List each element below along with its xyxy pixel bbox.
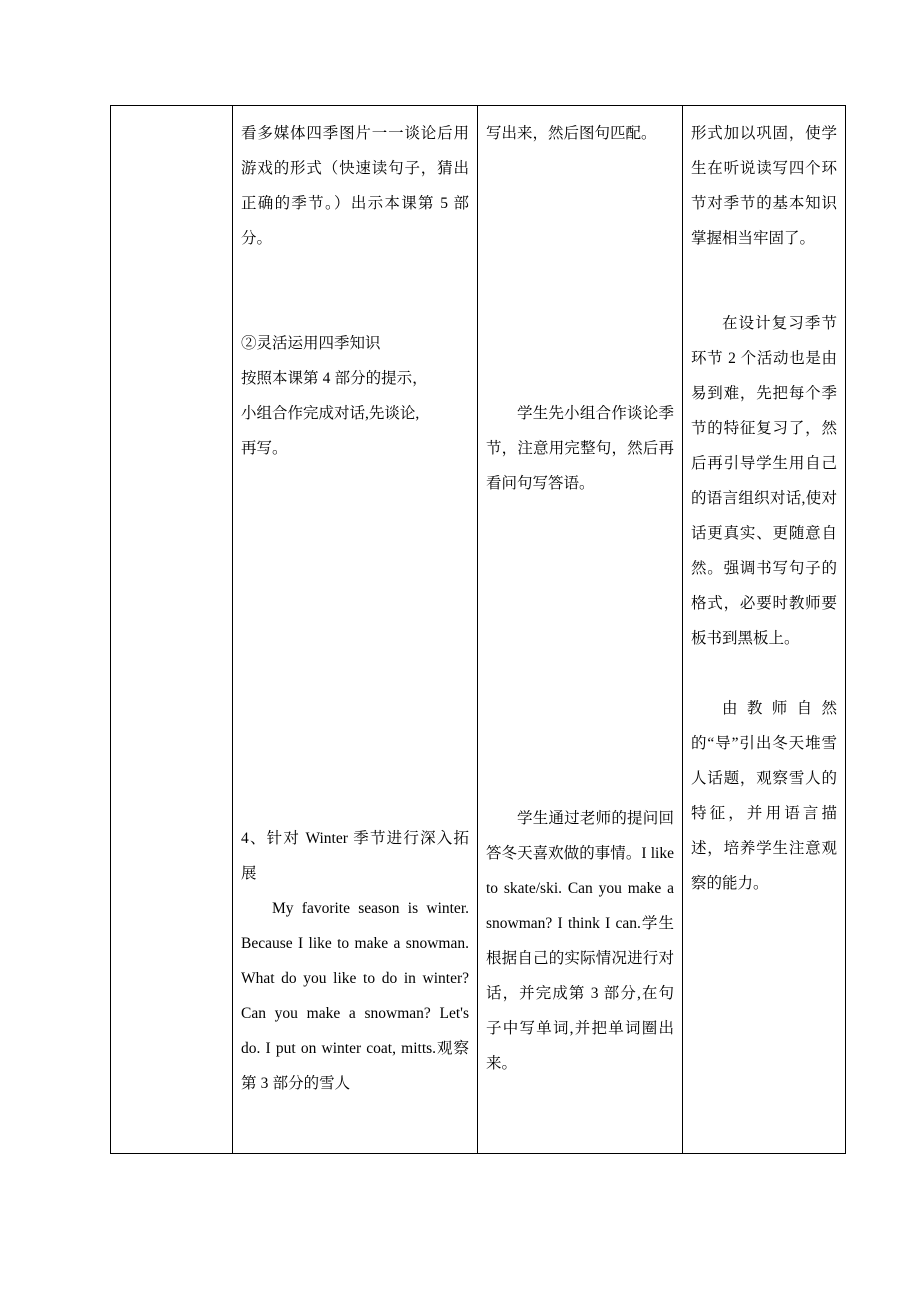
learning-gap-1 [486,151,674,396]
teaching-paragraph-2-line-2: 小组合作完成对话,先谈论, [241,405,420,422]
teaching-paragraph-2-line-3: 再写。 [241,440,288,457]
teaching-procedure-cell [233,106,478,1154]
design-gap-1 [691,256,837,306]
teaching-paragraph-3-title: 4、针对 Winter 季节进行深入拓展 [241,830,469,882]
learning-paragraph-2: 学生先小组合作谈论季节，注意用完整句，然后再看问句写答语。 [486,405,674,492]
table-row [111,106,846,1154]
teaching-paragraph-2-line-1: 按照本课第 4 部分的提示， [241,370,428,387]
design-paragraph-3: 由教师自然的“导”引出冬天堆雪人话题，观察雪人的特征，并用语言描述，培养学生注意观察的能力。 [691,700,837,892]
learning-paragraph-3: 学生通过老师的提问回答冬天喜欢做的事情。I like to skate/ski. Can you make a snowman? I think I can.学生根据自己的实际情况进行对话，并完成第 3 部分,在句子中写单词,并把单词圈出来。 [486,810,674,1072]
paragraph-gap-2 [241,466,469,821]
learning-gap-2 [486,501,674,801]
teaching-paragraph-2-title: ②灵活运用四季知识 [241,335,381,352]
design-paragraph-1: 形式加以巩固，使学生在听说读写四个环节对季节的基本知识掌握相当牢固了。 [691,125,837,247]
empty-marker-cell [111,106,233,1154]
design-intent-content [683,106,845,1153]
teaching-paragraph-1: 看多媒体四季图片一一谈论后用游戏的形式（快速读句子，猜出正确的季节。）出示本课第 5 部分。 [241,125,469,247]
student-activity-cell [478,106,683,1154]
design-gap-2 [691,656,837,691]
learning-paragraph-1: 写出来，然后图句匹配。 [486,125,657,142]
teaching-paragraph-3-body: My favorite season is winter. Because I like to make a snowman. What do you like to do in winter? Can you make a snowman? Let's do. I put on winter coat, mitts.观察第 3 部分的雪人 [241,900,469,1092]
student-activity-content [478,106,682,1153]
paragraph-gap-1 [241,256,469,326]
teaching-procedure-content [233,106,477,1153]
empty-marker-content [111,106,232,1153]
design-paragraph-2: 在设计复习季节环节 2 个活动也是由易到难，先把每个季节的特征复习了，然后再引导学生用自己的语言组织对话,使对话更真实、更随意自然。强调书写句子的格式，必要时教师要板书到黑板上。 [691,315,837,647]
design-intent-cell [683,106,846,1154]
lesson-plan-table [110,105,846,1154]
